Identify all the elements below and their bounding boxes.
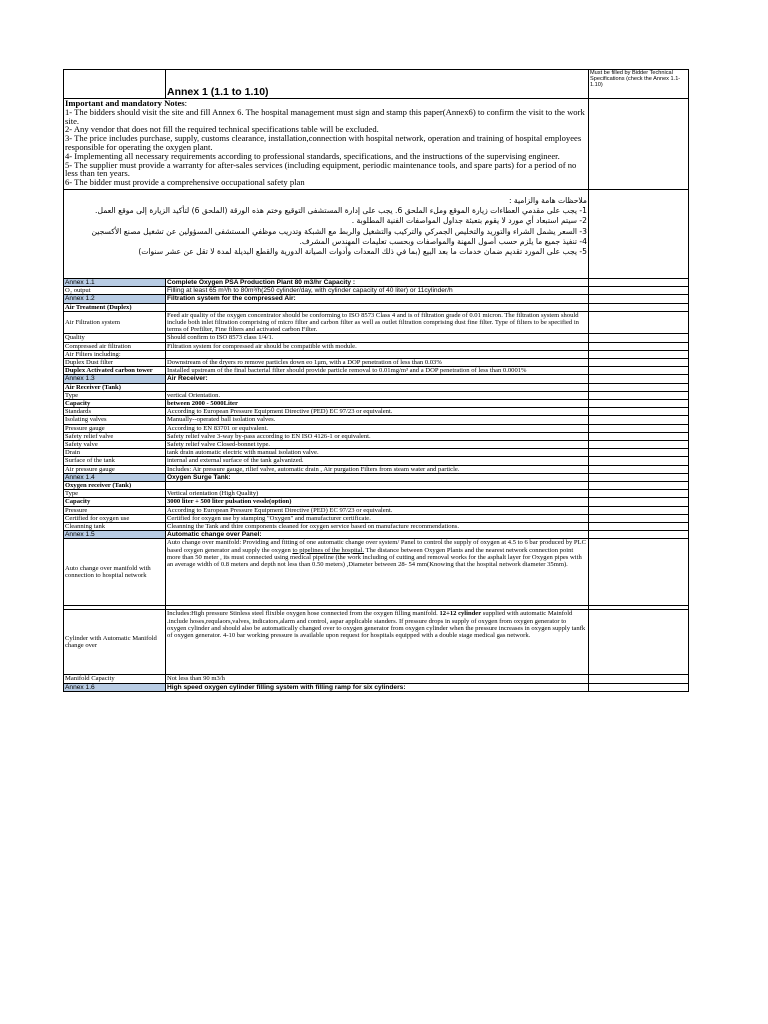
spec-label: Annex 1.1 bbox=[64, 278, 166, 286]
spec-row bbox=[64, 303, 689, 311]
bidder-fill-cell[interactable] bbox=[589, 506, 689, 514]
important-notes bbox=[64, 99, 589, 190]
spec-value: internal and external surface of the tank galvanized. bbox=[166, 457, 589, 465]
bidder-fill-cell[interactable] bbox=[589, 311, 689, 334]
spec-value: Should confirm to ISO 8573 class 1/4/1. bbox=[166, 334, 589, 342]
spec-row bbox=[64, 514, 689, 522]
bidder-fill-cell[interactable] bbox=[589, 514, 689, 522]
spec-label: Air Filtration system bbox=[64, 311, 166, 334]
spec-label: Certified for oxygen use bbox=[64, 514, 166, 522]
bidder-fill-cell[interactable] bbox=[589, 303, 689, 311]
cylinder-text: supplied with automatic Mainfold .include hoses,requlaors,valves, indicators,alarm and control, aspar applicable standers. If pressure drops in supply of oxygen from oxygen generator to oxygen cylinder and should also be automatically changed over to oxygen generator from oxygen cylinder when the pressure increases in oxygen supply tanfk of oxygen generator. 4-10 bar working pressure is available upon request for hospitals equipped with a double stage medical gas network. bbox=[167, 610, 586, 640]
notes-row bbox=[64, 99, 689, 190]
spec-row bbox=[64, 449, 689, 457]
spec-label: Surface of the tank bbox=[64, 457, 166, 465]
arabic-notes-row bbox=[64, 189, 689, 278]
title-blank-cell[interactable] bbox=[64, 70, 166, 99]
spec-value: Vertical orientation (High Quality) bbox=[166, 490, 589, 498]
bidder-fill-cell[interactable] bbox=[589, 482, 689, 490]
spec-value: Downstream of the dryers ro remove particles down eo 1μm, with a DOP penetration of less than 0.03% bbox=[166, 359, 589, 367]
bidder-fill-cell[interactable] bbox=[589, 531, 689, 539]
spec-row bbox=[64, 675, 689, 683]
spec-label: Oxygen receiver (Tank) bbox=[64, 482, 166, 490]
spec-label: Air pressure gauge bbox=[64, 465, 166, 473]
bidder-fill-cell[interactable] bbox=[589, 441, 689, 449]
spec-value: Not less than 90 m3/h bbox=[166, 675, 589, 683]
spec-label: Type bbox=[64, 391, 166, 399]
bidder-fill-cell[interactable] bbox=[589, 416, 689, 424]
spec-row bbox=[64, 441, 689, 449]
spec-label: Capacity bbox=[64, 498, 166, 506]
spec-label: Isolating valves bbox=[64, 416, 166, 424]
spec-row bbox=[64, 490, 689, 498]
spec-label: O₂ output bbox=[64, 287, 166, 295]
arabic-note-line: 5- يجب على المورد تقديم ضمان خدمات ما بعد البيع (بما في ذلك المعدات وأدوات الصيانة الدورية والقطع البديلة لمدة لا تقل عن عشر سنوات) bbox=[138, 246, 587, 256]
bidder-fill-cell[interactable] bbox=[589, 391, 689, 399]
spec-label: Capacity bbox=[64, 400, 166, 408]
arabic-note-line: 2- سيتم استبعاد أي مورد لا يقوم بتعبئة جداول المواصفات الفنية المطلوبة . bbox=[351, 216, 587, 226]
note-item: 3- The price includes purchase, supply, customs clearance, installation,connection with hospital network, operation and training of hospital employees responsible for operating the oxygen plant. bbox=[65, 133, 582, 152]
manifold-link-text: to pipelines of the hospital. bbox=[292, 546, 365, 554]
spec-label: Annex 1.4 bbox=[64, 473, 166, 481]
note-item: 5- The supplier must provide a warranty for after-sales services (including equipment, periodic maintenance tools, and spare parts) for a period of no less than ten years. bbox=[65, 159, 577, 179]
bidder-fill-cell[interactable] bbox=[589, 287, 689, 295]
notes-fill-cell[interactable] bbox=[589, 99, 689, 190]
spec-row bbox=[64, 482, 689, 490]
bidder-fill-cell[interactable] bbox=[589, 457, 689, 465]
spec-value bbox=[166, 610, 589, 675]
notes-heading-colon: : bbox=[184, 98, 187, 108]
bidder-fill-cell[interactable] bbox=[589, 424, 689, 432]
bidder-fill-cell[interactable] bbox=[589, 432, 689, 440]
note-item: 6- The bidder must provide a comprehensive occupational safety plan bbox=[65, 177, 305, 188]
spec-row bbox=[64, 383, 689, 391]
spec-label: Pressure gauge bbox=[64, 424, 166, 432]
spec-value: Air Receiver: bbox=[166, 375, 589, 383]
spec-value: Complete Oxygen PSA Production Plant 80 m3/hr Capacity : bbox=[166, 278, 589, 286]
bidder-fill-cell[interactable] bbox=[589, 490, 689, 498]
arabic-note-line: ملاحظات هامة والزامية : bbox=[508, 195, 587, 205]
note-item: 4- Implementing all necessary requirements according to professional standards, specifications, and the instructions of the supervising engineer. bbox=[65, 150, 560, 161]
bidder-fill-cell[interactable] bbox=[589, 359, 689, 367]
bidder-fill-cell[interactable] bbox=[589, 473, 689, 481]
bidder-fill-cell[interactable] bbox=[589, 498, 689, 506]
spec-value: Installed upstream of the final bacterial filter should provide particle removal to 0.01mg/m³ and a DOP penetration of less than 0.0001% bbox=[166, 367, 589, 375]
bidder-fill-cell[interactable] bbox=[589, 400, 689, 408]
spec-label: Quality bbox=[64, 334, 166, 342]
spec-label: Annex 1.2 bbox=[64, 295, 166, 303]
spec-row bbox=[64, 523, 689, 531]
spec-row bbox=[64, 416, 689, 424]
spec-value bbox=[166, 482, 589, 490]
spec-value: between 2000 - 5000Liter bbox=[166, 400, 589, 408]
spec-row bbox=[64, 367, 689, 375]
spec-value: According to EN 83701 or equivalent. bbox=[166, 424, 589, 432]
spec-value: Automatic change over Panel: bbox=[166, 531, 589, 539]
spec-value: Manually--operated ball isolation valves. bbox=[166, 416, 589, 424]
spec-value: Filtration system for the compressed Air: bbox=[166, 295, 589, 303]
spec-label: Air Filters including: bbox=[64, 350, 166, 358]
spec-row bbox=[64, 400, 689, 408]
spec-label: Duplex Dust filter bbox=[64, 359, 166, 367]
arabic-note-line: 4- تنفيذ جميع ما يلزم حسب أصول المهنة والمواصفات وبحسب تعليمات المهندس المشرف. bbox=[299, 236, 587, 246]
spec-label: Annex 1.5 bbox=[64, 531, 166, 539]
bidder-fill-cell[interactable] bbox=[589, 539, 689, 606]
annex-title: Annex 1 (1.1 to 1.10) bbox=[166, 70, 589, 99]
spec-label: Compressed air filtration bbox=[64, 342, 166, 350]
spec-label: Cylinder with Automatic Manifold change over bbox=[64, 610, 166, 675]
arabic-fill-cell[interactable] bbox=[589, 189, 689, 278]
notes-heading: Important and mandatory Notes bbox=[65, 98, 185, 108]
bidder-fill-cell[interactable] bbox=[589, 295, 689, 303]
spec-value: tank drain automatic electric with manual isolation valve. bbox=[166, 449, 589, 457]
spec-label: Safety relief valve bbox=[64, 432, 166, 440]
spec-row bbox=[64, 375, 689, 383]
spec-value: Includes: Air pressure gauge, rilief valve, automatic drain , Air purgation Filters from steam water and particle. bbox=[166, 465, 589, 473]
title-row bbox=[64, 70, 689, 99]
bidder-fill-cell[interactable] bbox=[589, 334, 689, 342]
spec-label: Annex 1.6 bbox=[64, 683, 166, 691]
spec-row bbox=[64, 334, 689, 342]
spec-label: Auto change over manifold with connection to hospital network bbox=[64, 539, 166, 606]
spec-row bbox=[64, 391, 689, 399]
spec-value: Feed air quality of the oxygen concentrator should be conforming to ISO 8573 Class 4 and is of filtration grade of 0.01 micron. The filtration system should include both inlet filtration comprising of micro filter and carbon filter as well as outlet filtration comprising dust fine filter. Type of filters to be specified in terms of Prefilter, Fine filters and activated carbon Filter. bbox=[166, 311, 589, 334]
spec-value: vertical Orientation. bbox=[166, 391, 589, 399]
bidder-fill-cell[interactable] bbox=[589, 683, 689, 691]
spec-label: Standards bbox=[64, 408, 166, 416]
spec-row bbox=[64, 465, 689, 473]
bidder-fill-cell[interactable] bbox=[589, 408, 689, 416]
spec-value: Safety relief valve Closed-bonnet type. bbox=[166, 441, 589, 449]
spec-row bbox=[64, 278, 689, 286]
spec-row bbox=[64, 457, 689, 465]
spec-value: High speed oxygen cylinder filling system with filling ramp for six cylinders: bbox=[166, 683, 589, 691]
spec-row bbox=[64, 683, 689, 691]
spec-row bbox=[64, 359, 689, 367]
spec-row bbox=[64, 473, 689, 481]
spec-value: Safety relief valve 3-way by-pass according to EN ISO 4126-1 or equivalent. bbox=[166, 432, 589, 440]
cylinder-count: 12+12 cylinder bbox=[439, 610, 482, 618]
spec-label: Duplex Activated carbon tower bbox=[64, 367, 166, 375]
note-item: 1- The bidders should visit the site and fill Annex 6. The hospital management must sign and stamp this paper(Annex6) to confirm the visit to the work site. bbox=[65, 106, 585, 126]
bidder-fill-cell[interactable] bbox=[589, 610, 689, 675]
spec-label: Annex 1.3 bbox=[64, 375, 166, 383]
annex-spec-table bbox=[63, 69, 689, 692]
spec-label: Type bbox=[64, 490, 166, 498]
spec-value bbox=[166, 539, 589, 606]
spec-row bbox=[64, 506, 689, 514]
bidder-fill-header: Must be filled by Bidder Technical Specifications (check the Annex 1.1-1.10) bbox=[589, 70, 689, 99]
spec-value bbox=[166, 350, 589, 358]
arabic-note-line: 3- السعر يشمل الشراء والتوريد والتخليص الجمركي والتركيب والتشغيل والربط مع الشبكة وتدريب موظفي المستشفى المسؤولين عن تشغيل مصنع الأكسجين bbox=[91, 226, 587, 236]
spec-row bbox=[64, 342, 689, 350]
bidder-fill-cell[interactable] bbox=[589, 523, 689, 531]
spec-value: Oxygen Surge Tank: bbox=[166, 473, 589, 481]
spec-label: Cleanning tank bbox=[64, 523, 166, 531]
manifold-text: The distance between Oxygen Plants and the nearest network connection point more than 50 meter , its must connected using medical pipeline (the work including of cutting and removal works for the asphalt layer for Oxygen pipes with an average width of 0.8 meters and depth not less than 0.50 meters) ,Diameter between 28- 54 mm(Knowing that the hospital network diameter 35mm). bbox=[167, 546, 582, 569]
spec-row bbox=[64, 424, 689, 432]
bidder-fill-cell[interactable] bbox=[589, 350, 689, 358]
spec-row bbox=[64, 408, 689, 416]
cylinder-row bbox=[64, 610, 689, 675]
note-item: 2- Any vendor that does not fill the required technical specifications table will be excluded. bbox=[65, 124, 379, 135]
bidder-fill-cell[interactable] bbox=[589, 375, 689, 383]
spec-label: Air Treatment (Duplex) bbox=[64, 303, 166, 311]
bidder-fill-cell[interactable] bbox=[589, 342, 689, 350]
bidder-fill-cell[interactable] bbox=[589, 449, 689, 457]
manifold-text: Auto change over manifold: Providing and fitting of one automatic change over system/ Panel to control the supply of oxygen at 4.5 to 6 bar produced by PLC based oxygen generator and supply the oxygen bbox=[167, 539, 586, 554]
bidder-fill-cell[interactable] bbox=[589, 278, 689, 286]
arabic-notes bbox=[64, 189, 589, 278]
bidder-fill-cell[interactable] bbox=[589, 367, 689, 375]
spec-value: According to European Pressure Equipment Directive (PED) EC 97/23 or equivalent. bbox=[166, 408, 589, 416]
spec-value: Filling at least 65 m³/h to 80m³/h(250 cylinder/day, with cylinder capacity of 40 liter) or 11cylinder/h bbox=[166, 287, 589, 295]
spec-row bbox=[64, 350, 689, 358]
spec-row bbox=[64, 311, 689, 334]
spec-row bbox=[64, 432, 689, 440]
spec-value bbox=[166, 383, 589, 391]
manifold-row bbox=[64, 539, 689, 606]
spec-value: Certified for oxygen use by stamping "Oxygen" and manufacturer certificate. bbox=[166, 514, 589, 522]
spec-value: Cleanning the Tank and thire components cleaned for oxygen service based on manufacture recommendations. bbox=[166, 523, 589, 531]
spec-label: Drain bbox=[64, 449, 166, 457]
cylinder-text: Includes:High pressure Stinless steel flixible oxygen hose connected from the oxygen filling manifold. bbox=[167, 610, 440, 618]
spec-value bbox=[166, 303, 589, 311]
bidder-fill-cell[interactable] bbox=[589, 465, 689, 473]
spec-label: Manifold Capacity bbox=[64, 675, 166, 683]
spec-value: Filtration system for compressed air should be compatible with module. bbox=[166, 342, 589, 350]
spec-row bbox=[64, 287, 689, 295]
arabic-note-line: 1- يجب على مقدمي العطاءات زيارة الموقع وملء الملحق 6. يجب على إدارة المستشفى التوقيع وختم هذه الورقة (الملحق 6) لتأكيد الزيارة إلى موقع العمل. bbox=[95, 206, 587, 216]
spec-label: Safety valve bbox=[64, 441, 166, 449]
spec-label: Pressure bbox=[64, 506, 166, 514]
spec-label: Air Receiver (Tank) bbox=[64, 383, 166, 391]
spec-value: According to European Pressure Equipment Directive (PED) EC 97/23 or equivalent. bbox=[166, 506, 589, 514]
bidder-fill-cell[interactable] bbox=[589, 383, 689, 391]
spec-value: 3000 liter + 500 liter pulsation vessle(option) bbox=[166, 498, 589, 506]
spec-row bbox=[64, 531, 689, 539]
spec-row bbox=[64, 295, 689, 303]
bidder-fill-cell[interactable] bbox=[589, 675, 689, 683]
spec-row bbox=[64, 498, 689, 506]
